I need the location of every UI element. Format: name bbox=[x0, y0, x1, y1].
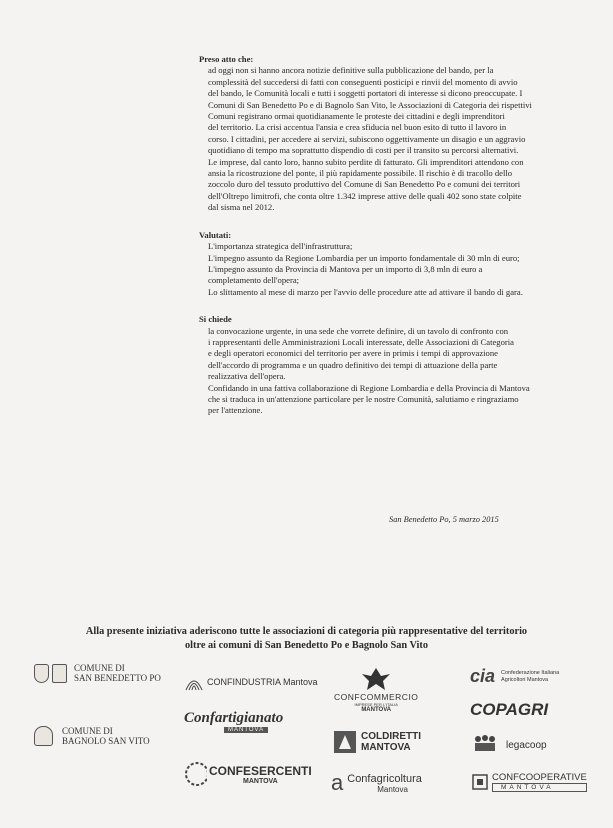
signature-place-date: San Benedetto Po, 5 marzo 2015 bbox=[389, 515, 499, 524]
crest-icon bbox=[34, 726, 53, 746]
comune-name: SAN BENEDETTO PO bbox=[74, 673, 161, 683]
text-line: L'impegno assunto da Regione Lombardia per un importo fondamentale di 30 mln di euro; bbox=[208, 252, 520, 263]
text-line: dal sisma nel 2012. bbox=[208, 202, 275, 213]
text-line: Comuni di San Benedetto Po e di Bagnolo San Vito, le Associazioni di Categoria dei rispettivi bbox=[208, 99, 532, 110]
crest-icon bbox=[52, 664, 67, 683]
section-preso-atto-body bbox=[208, 65, 579, 213]
confagricoltura-mark-icon: a bbox=[331, 770, 344, 795]
logo-comune-san-benedetto-po bbox=[34, 663, 161, 683]
text-line: L'importanza strategica dell'infrastruttura; bbox=[208, 241, 353, 252]
logo-legacoop bbox=[472, 733, 547, 757]
text-line: completamento dell'opera; bbox=[208, 275, 300, 286]
footer-heading-line2: oltre ai comuni di San Benedetto Po e Bagnolo San Vito bbox=[185, 640, 428, 651]
confcommercio-sub: MANTOVA bbox=[361, 707, 392, 713]
section-valutati-body bbox=[208, 241, 579, 298]
letter-body bbox=[199, 54, 579, 417]
text-line: Lo slittamento al mese di marzo per l'avvio delle procedure atte ad attivare il bando di gara. bbox=[208, 286, 523, 297]
confesercenti-sub: MANTOVA bbox=[243, 777, 278, 785]
logo-coldiretti bbox=[334, 731, 421, 753]
crest-icon bbox=[34, 664, 49, 683]
confagricoltura-label: Confagricoltura bbox=[347, 772, 422, 785]
confesercenti-label: CONFESERCENTI bbox=[209, 763, 312, 778]
confartigianato-label: Confartigianato bbox=[184, 710, 284, 726]
confcooperative-mark-icon bbox=[472, 773, 488, 791]
text-line: Confidando in una fattiva collaborazione di Regione Lombardia e della Provincia di Mantova bbox=[208, 382, 530, 393]
confesercenti-mark-icon bbox=[185, 760, 207, 788]
confcooperative-label: CONFCOOPERATIVE bbox=[492, 772, 587, 783]
text-line: del territorio. La crisi accentua l'ansia e crea sfiducia nel buon esito di tutto il lavoro in bbox=[208, 122, 507, 133]
text-line: quotidiano di tempo ma soprattutto dispendio di costi per il transito su percorsi alternativi. bbox=[208, 145, 519, 156]
confcooperative-sub: MANTOVA bbox=[492, 783, 587, 792]
eagle-icon bbox=[361, 666, 391, 692]
logo-copagri bbox=[470, 700, 548, 720]
cia-label-1: Confederazione Italiana bbox=[501, 669, 560, 676]
cooperative-figures-icon bbox=[472, 733, 498, 757]
text-line: del bando, le Comunità locali e tutti i soggetti portatori di interesse si dicono preoccupate. I bbox=[208, 88, 523, 99]
text-line: che si traduca in un'attenzione particolare per le nostre Comunità, salutiamo e ringraziamo bbox=[208, 393, 519, 404]
text-line: ansia la ricostruzione del ponte, il più rapidamente possibile. Il rischio è di tracollo dello bbox=[208, 168, 513, 179]
text-line: i rappresentanti delle Amministrazioni Locali interessate, delle Associazioni di Categoria bbox=[208, 336, 514, 347]
section-title-si-chiede: Si chiede bbox=[199, 314, 232, 325]
logo-confesercenti bbox=[185, 760, 312, 788]
logo-confcommercio bbox=[334, 666, 418, 713]
footer-heading-line1: Alla presente iniziativa aderiscono tutte le associazioni di categoria più rappresentative del territorio bbox=[85, 626, 528, 637]
confcommercio-small: IMPRESE PER L'ITALIA bbox=[354, 702, 398, 707]
text-line: Le imprese, dal canto loro, hanno subito perdite di fatturato. Gli imprenditori attendono con bbox=[208, 156, 524, 167]
text-line: zoccolo duro del tessuto produttivo del Comune di San Benedetto Po e comuni dei territori bbox=[208, 179, 521, 190]
section-title-preso-atto: Preso atto che: bbox=[199, 54, 254, 64]
text-line: corso. I cittadini, per accedere ai servizi, subiscono oggettivamente un disagio e un aggravio bbox=[208, 133, 526, 144]
text-line: ad oggi non si hanno ancora notizie definitive sulla pubblicazione del bando, per la bbox=[208, 65, 494, 76]
logo-cia bbox=[470, 666, 559, 687]
text-line: per l'attenzione. bbox=[208, 405, 263, 416]
text-line: Comuni registrano ormai quotidianamente le proteste dei cittadini e degli imprenditori bbox=[208, 111, 505, 122]
cia-mark-icon: cia bbox=[470, 666, 496, 686]
coldiretti-sub: MANTOVA bbox=[361, 742, 411, 753]
confindustria-mark-icon bbox=[184, 672, 204, 692]
text-line: dell'Oltrepo limitrofi, che conta oltre 1.342 imprese attive delle quali 402 sono state colpite bbox=[208, 190, 522, 201]
coldiretti-label: COLDIRETTI bbox=[361, 731, 421, 742]
logo-comune-bagnolo-san-vito bbox=[34, 726, 150, 746]
confartigianato-sub: MANTOVA bbox=[224, 727, 268, 733]
logo-confartigianato bbox=[184, 710, 283, 733]
confcommercio-label: CONFCOMMERCIO bbox=[334, 692, 419, 702]
section-si-chiede-body bbox=[208, 326, 579, 417]
comune-name: BAGNOLO SAN VITO bbox=[62, 736, 150, 746]
section-title-valutati: Valutati: bbox=[199, 229, 232, 240]
comune-label: COMUNE DI bbox=[74, 663, 125, 673]
text-line: L'impegno assunto da Provincia di Mantova per un importo di 3,8 mln di euro a bbox=[208, 263, 483, 274]
logo-confindustria bbox=[184, 672, 318, 692]
confagricoltura-sub: Mantova bbox=[377, 784, 408, 794]
logo-confcooperative bbox=[472, 772, 587, 792]
logo-confagricoltura bbox=[331, 772, 422, 794]
text-line: realizzativa dell'opera. bbox=[208, 371, 286, 382]
cia-label-2: Agricoltori Mantova bbox=[501, 676, 549, 683]
confindustria-label: CONFINDUSTRIA Mantova bbox=[207, 677, 318, 687]
comune-label: COMUNE DI bbox=[62, 726, 113, 736]
text-line: la convocazione urgente, in una sede che vorrete definire, di un tavolo di confronto con bbox=[208, 325, 509, 336]
legacoop-label: legacoop bbox=[506, 739, 547, 751]
text-line: dell'accordo di programma e un quadro definitivo dei tempi di attuazione della parte bbox=[208, 359, 498, 370]
text-line: e degli operatori economici del territorio per avere in primis i tempi di approvazione bbox=[208, 348, 498, 359]
copagri-label: COPAGRI bbox=[470, 700, 549, 719]
coldiretti-mark-icon bbox=[334, 731, 356, 753]
text-line: complessità del succedersi di fatti con conseguenti posticipi e rinvii del momento di avvio bbox=[208, 76, 518, 87]
